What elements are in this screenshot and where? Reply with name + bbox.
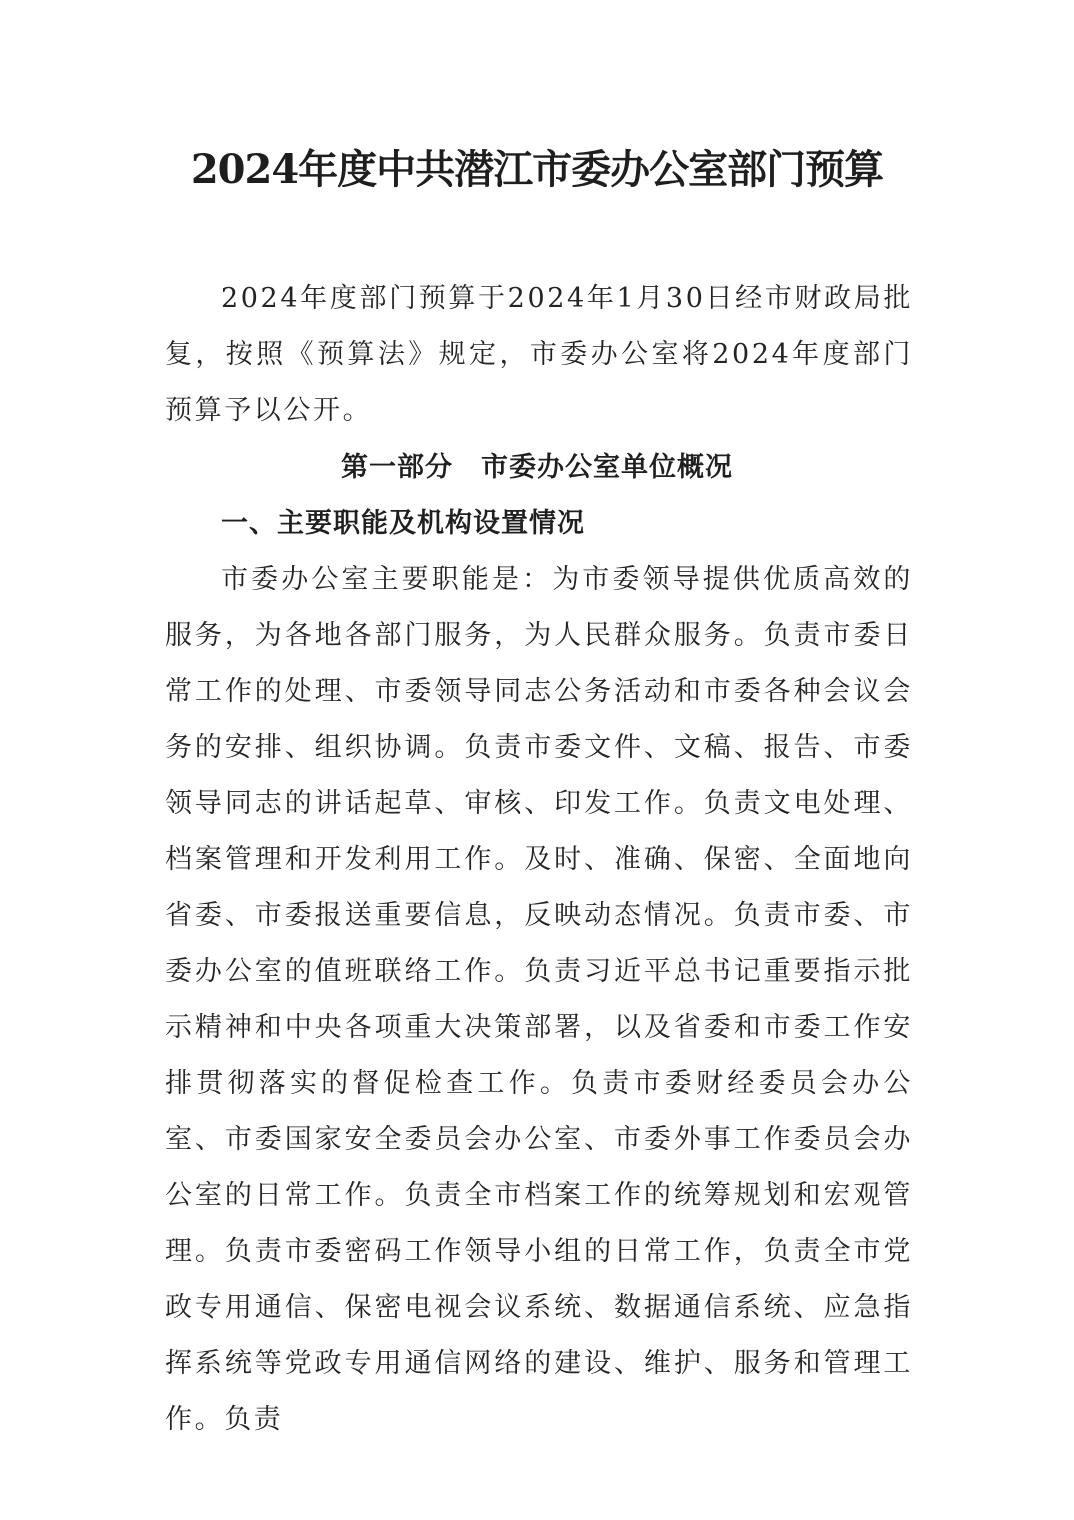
functions-paragraph: 市委办公室主要职能是：为市委领导提供优质高效的服务，为各地各部门服务，为人民群众服务。负责市委日常工作的处理、市委领导同志公务活动和市委各种会议会务的安排、组织协调。负责市委文件、文稿、报告、市委领导同志的讲话起草、审核、印发工作。负责文电处理、档案管理和开发利用工作。及时、准确、保密、全面地向省委、市委报送重要信息，反映动态情况。负责市委、市委办公室的值班联络工作。负责习近平总书记重要指示批示精神和中央各项重大决策部署，以及省委和市委工作安排贯彻落实的督促检查工作。负责市委财经委员会办公室、市委国家安全委员会办公室、市委外事工作委员会办公室的日常工作。负责全市档案工作的统筹规划和宏观管理。负责市委密码工作领导小组的日常工作，负责全市党政专用通信、保密电视会议系统、数据通信系统、应急指挥系统等党政专用通信网络的建设、维护、服务和管理工作。负责 [165,564,913,1435]
intro-paragraph: 2024年度部门预算于2024年1月30日经市财政局批复，按照《预算法》规定，市委办公室将2024年度部门预算予以公开。 [165,283,913,426]
document-title: 2024年度中共潜江市委办公室部门预算 [190,146,884,193]
section-heading: 一、主要职能及机构设置情况 [221,508,585,539]
part-heading: 第一部分 市委办公室单位概况 [341,452,733,483]
